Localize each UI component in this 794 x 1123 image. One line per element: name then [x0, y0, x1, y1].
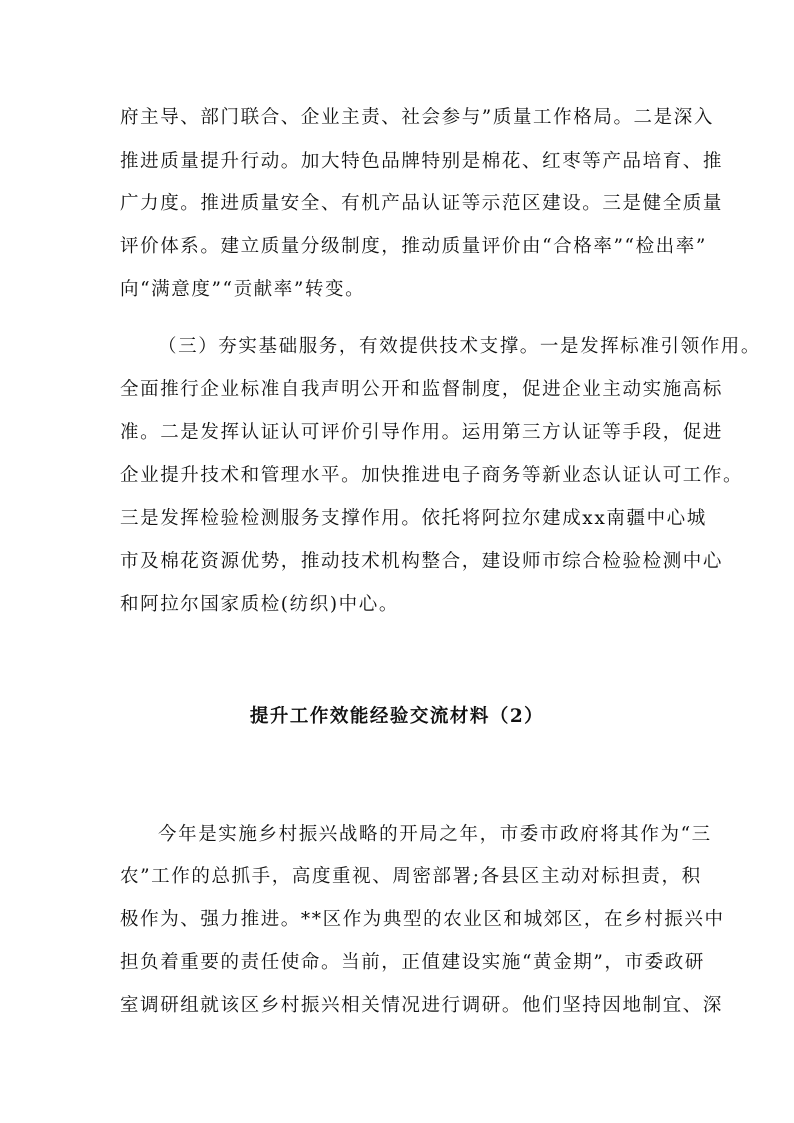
- paragraph-line: 农”工作的总抓手，高度重视、周密部署;各县区主动对标担责，积: [120, 866, 702, 887]
- paragraph-line: 极作为、强力推进。**区作为典型的农业区和城郊区，在乡村振兴中: [120, 909, 725, 930]
- paragraph-line: 全面推行企业标准自我声明公开和监督制度，促进企业主动实施高标: [120, 379, 724, 400]
- paragraph-line: 市及棉花资源优势，推动技术机构整合，建设师市综合检验检测中心: [120, 551, 724, 572]
- section-heading: 提升工作效能经验交流材料（2）: [249, 706, 545, 727]
- paragraph-line: 企业提升技术和管理水平。加快推进电子商务等新业态认证认可工作。: [120, 465, 744, 486]
- paragraph-line: 准。二是发挥认证认可评价引导作用。运用第三方认证等手段，促进: [120, 422, 724, 443]
- paragraph-line: 今年是实施乡村振兴战略的开局之年，市委市政府将其作为“三: [158, 824, 712, 845]
- paragraph-line: （三）夯实基础服务，有效提供技术支撑。一是发挥标准引领作用。: [158, 336, 762, 357]
- paragraph-line: 推进质量提升行动。加大特色品牌特别是棉花、红枣等产品培育、推: [120, 151, 724, 172]
- paragraph-line: 向“满意度”“贡献率”转变。: [120, 279, 366, 300]
- paragraph-line: 担负着重要的责任使命。当前，正值建设实施“黄金期”，市委政研: [120, 952, 705, 973]
- paragraph-line: 府主导、部门联合、企业主责、社会参与”质量工作格局。二是深入: [120, 107, 714, 128]
- paragraph-line: 三是发挥检验检测服务支撑作用。依托将阿拉尔建成xx南疆中心城: [120, 508, 707, 529]
- paragraph-line: 评价体系。建立质量分级制度，推动质量评价由“合格率”“检出率”: [120, 236, 707, 257]
- paragraph-line: 室调研组就该区乡村振兴相关情况进行调研。他们坚持因地制宜、深: [120, 995, 724, 1016]
- paragraph-line: 广力度。推进质量安全、有机产品认证等示范区建设。三是健全质量: [120, 193, 724, 214]
- paragraph-line: 和阿拉尔国家质检(纺织)中心。: [120, 594, 399, 615]
